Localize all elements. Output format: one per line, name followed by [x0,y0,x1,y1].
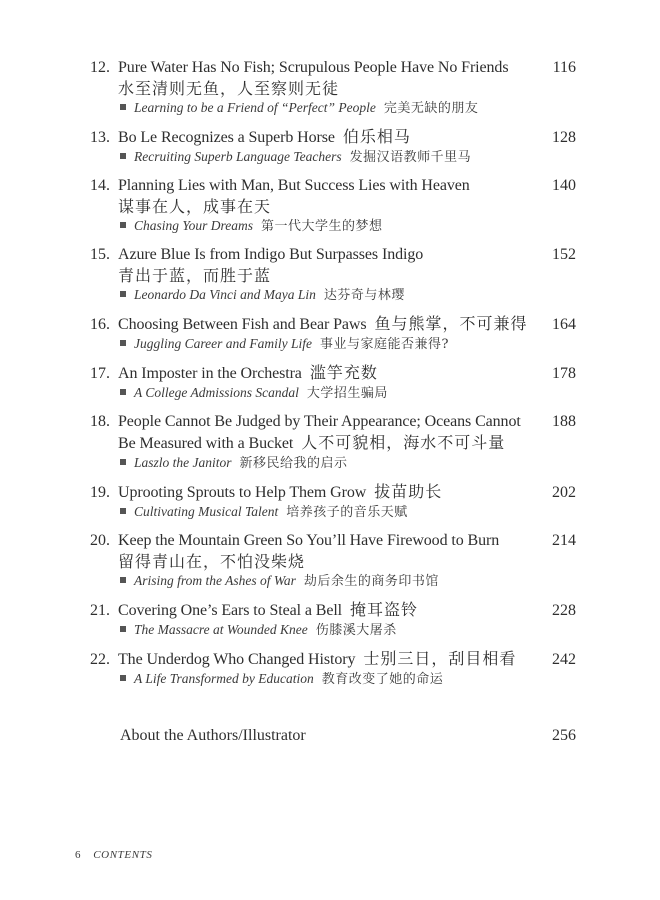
entry-title-en: Azure Blue Is from Indigo But Surpasses Indigo [118,246,424,263]
entry-page-number: 164 [552,316,576,333]
subtitle-zh: 达芬奇与林璎 [323,288,405,303]
entry-page-number: 242 [552,651,576,668]
about-authors-label: About the Authors/Illustrator [120,727,306,744]
entry-title-en: Pure Water Has No Fish; Scrupulous People Have No Friends [118,59,509,76]
entry-title-zh: 伯乐相马 [342,127,411,146]
page-footer [75,849,152,861]
square-bullet-icon [120,222,126,228]
entry-number: 14. [90,177,110,194]
entry-title-en: Choosing Between Fish and Bear Paws [118,316,367,333]
subtitle-en: A Life Transformed by Education [134,671,314,686]
entry-subtitle [120,454,576,473]
entry-title-zh: 水至清则无鱼，人至察则无徒 [118,79,340,98]
subtitle-zh: 培养孩子的音乐天赋 [286,505,408,520]
subtitle-zh: 完美无缺的朋友 [383,101,479,116]
entry-subtitle [120,99,576,118]
subtitle-zh: 发掘汉语教师千里马 [349,150,472,165]
toc-entry-22[interactable] [90,648,576,689]
toc-entry-20[interactable] [90,530,576,591]
entry-title-zh: 滥竽充数 [309,363,378,382]
subtitle-zh: 劫后余生的商务印书馆 [303,574,439,589]
entry-subtitle [120,335,576,354]
entry-subtitle [120,148,576,167]
entry-title-zh: 青出于蓝，而胜于蓝 [118,266,272,285]
subtitle-en: The Massacre at Wounded Knee [134,622,308,637]
entry-page-number: 228 [552,602,576,619]
entry-title-zh: 人不可貌相，海水不可斗量 [301,433,506,452]
entry-title-zh: 拔苗助长 [374,482,443,501]
square-bullet-icon [120,104,126,110]
entry-number: 12. [90,59,110,76]
entry-page-number: 202 [552,484,576,501]
toc-entry-about-authors[interactable] [90,725,576,746]
entry-title-en: The Underdog Who Changed History [118,651,356,668]
entry-title-zh: 掩耳盗铃 [350,600,419,619]
toc-entry-17[interactable] [90,362,576,403]
entry-title-zh: 士别三日，刮目相看 [363,649,517,668]
entry-subtitle [120,621,576,640]
subtitle-en: Leonardo Da Vinci and Maya Lin [134,287,316,302]
entry-number: 15. [90,246,110,263]
entry-page-number: 188 [552,413,576,430]
about-authors-page-number: 256 [552,727,576,744]
entry-subtitle [120,503,576,522]
entry-title-en: Uprooting Sprouts to Help Them Grow [118,484,367,501]
entry-subtitle [120,286,576,305]
entry-title-en: Covering One’s Ears to Steal a Bell [118,602,343,619]
square-bullet-icon [120,340,126,346]
entry-number: 20. [90,532,110,549]
entry-subtitle [120,670,576,689]
subtitle-en: Cultivating Musical Talent [134,504,279,519]
subtitle-zh: 事业与家庭能否兼得? [319,337,449,352]
toc-entry-19[interactable] [90,481,576,522]
entry-subtitle [120,217,576,236]
subtitle-en: Juggling Career and Family Life [134,336,312,351]
entry-page-number: 128 [552,129,576,146]
toc-entry-15[interactable] [90,244,576,305]
entry-page-number: 214 [552,532,576,549]
entry-subtitle [120,572,576,591]
entry-page-number: 116 [552,59,576,76]
square-bullet-icon [120,459,126,465]
subtitle-en: A College Admissions Scandal [134,385,299,400]
entry-title-zh: 鱼与熊掌，不可兼得 [374,314,528,333]
square-bullet-icon [120,389,126,395]
entry-number: 16. [90,316,110,333]
subtitle-zh: 第一代大学生的梦想 [261,219,383,234]
toc-entry-18[interactable] [90,411,576,473]
entry-number: 13. [90,129,110,146]
square-bullet-icon [120,626,126,632]
footer-page-number: 6 [75,849,81,861]
square-bullet-icon [120,577,126,583]
subtitle-zh: 大学招生骗局 [306,386,388,401]
subtitle-en: Arising from the Ashes of War [134,573,296,588]
subtitle-en: Chasing Your Dreams [134,218,254,233]
entry-title-en: An Imposter in the Orchestra [118,365,302,382]
entry-title-en: People Cannot Be Judged by Their Appearance; Oceans Cannot Be Measured with a Bucket [118,413,521,452]
entry-page-number: 140 [552,177,576,194]
toc-entry-12[interactable] [90,57,576,118]
subtitle-zh: 伤膝溪大屠杀 [315,623,397,638]
subtitle-en: Learning to be a Friend of “Perfect” People [134,100,376,115]
entry-title-zh: 谋事在人，成事在天 [118,197,272,216]
subtitle-en: Recruiting Superb Language Teachers [134,149,342,164]
toc-entry-14[interactable] [90,175,576,236]
square-bullet-icon [120,291,126,297]
subtitle-zh: 教育改变了她的命运 [321,672,444,687]
entry-page-number: 178 [552,365,576,382]
square-bullet-icon [120,508,126,514]
entry-number: 22. [90,651,110,668]
footer-section-title: CONTENTS [93,849,153,861]
entry-page-number: 152 [552,246,576,263]
entry-title-en: Keep the Mountain Green So You’ll Have Firewood to Burn [118,532,500,549]
entry-number: 21. [90,602,110,619]
entry-number: 18. [90,413,110,430]
entry-number: 17. [90,365,110,382]
entry-title-en: Planning Lies with Man, But Success Lies with Heaven [118,177,470,194]
toc-entry-13[interactable] [90,126,576,167]
entry-subtitle [120,384,576,403]
entry-title-en: Bo Le Recognizes a Superb Horse [118,129,335,146]
entry-title-zh: 留得青山在，不怕没柴烧 [118,552,306,571]
table-of-contents [90,57,576,746]
square-bullet-icon [120,153,126,159]
entry-number: 19. [90,484,110,501]
subtitle-en: Laszlo the Janitor [134,455,232,470]
toc-entry-21[interactable] [90,599,576,640]
square-bullet-icon [120,675,126,681]
toc-entry-16[interactable] [90,313,576,354]
subtitle-zh: 新移民给我的启示 [239,456,348,471]
